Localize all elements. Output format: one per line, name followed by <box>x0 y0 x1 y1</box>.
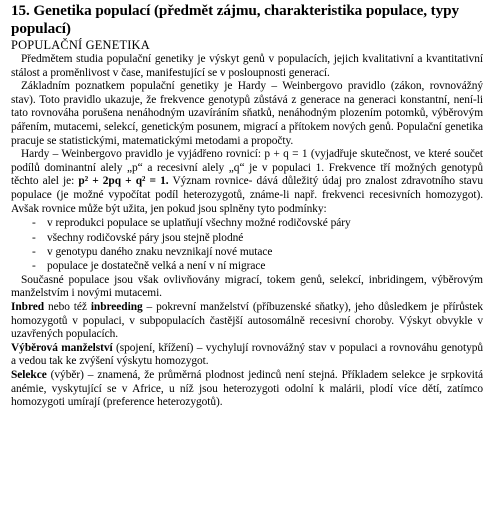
equation-text-b: Význam rovnice- dává důležitý údaj pro znalost zdravotního stavu populace (je možné vypočítat podíl heterozygotů, známe-li např. frekvenci recesivních homozygot). Avšak rovnice může být užita, jen pokud jsou splněny tyto podmínky: <box>11 175 483 215</box>
list-item: - populace je dostatečně velká a není v ní migrace <box>32 260 266 273</box>
list-item: - v reprodukci populace se uplatňují všechny možné rodičovské páry <box>32 217 351 230</box>
term-inbreeding: inbreeding <box>90 300 143 313</box>
term-selective-marriage: Výběrová manželství <box>11 341 113 354</box>
paragraph-inbred: Inbred nebo též inbreeding – pokrevní manželství (příbuzenské sňatky), jeho důsledkem je přírůstek homozygotů v populaci, v subpopulacích častější autosomálně recesivní choroby. Výskyt obvykle v uzavřených populacích. <box>11 300 483 341</box>
list-bullet: - <box>32 217 36 230</box>
equation-text-a: Hardy – Weinbergovo pravidlo je vyjádřeno rovnicí: p + q = 1 (vyjadřuje skutečnost, ve které součet podílů dominantní alely „p“ a recesivní alely „q“ je v populaci 1. Frekvence tří možných genotypů těchto alel je: <box>11 148 483 188</box>
paragraph-intro: Předmětem studia populační genetiky je výskyt genů v populacích, jejich kvalitativní a kvantitativní stálost a proměnlivost v čase, manifestující se v posloupnosti generací. <box>11 53 483 79</box>
list-bullet: - <box>32 260 36 273</box>
equation-formula: p² + 2pq + q² = 1. <box>78 175 169 188</box>
paragraph-selective-marriage: Výběrová manželství (spojení, křížení) – vychylují rovnovážný stav v populaci a rovnováhu genotypů a vedou tak ke zvýšení výskytu homozygot. <box>11 341 483 368</box>
paragraph-hardy-weinberg: Základním poznatkem populační genetiky je Hardy – Weinbergovo pravidlo (zákon, rovnovážný stav). Toto pravidlo ukazuje, že frekvence genotypů zůstává z generace na generaci konstantní, není-li tato rovnováha porušena nenáhodným uzavíráním sňatků, nenáhodným plozením potomků, výběrovým pářením, mutacemi, selekcí, genetickým posunem, migrací a přítokem nových genů. Populační genetika pracuje se statistickými, matematickými metodami a propočty. <box>11 80 483 147</box>
term-inbred: Inbred <box>11 300 45 313</box>
list-item: - všechny rodičovské páry jsou stejně plodné <box>32 231 244 244</box>
document-body <box>11 53 483 410</box>
section-heading: POPULAČNÍ GENETIKA <box>11 38 150 52</box>
paragraph-selection: Selekce (výběr) – znamená, že průměrná plodnost jedinců není stejná. Příkladem selekce je srpkovitá anémie, vyskytující se v Africe, u níž jsou heterozygoti odolní k malárii, plodí více dětí, zatímco homozygoti umírají (preference heterozygotů). <box>11 368 483 409</box>
title-line-1: 15. Genetika populací (předmět zájmu, charakteristika populace, typy <box>11 2 459 19</box>
term-selection: Selekce <box>11 368 47 381</box>
list-bullet: - <box>32 245 36 258</box>
paragraph-equation <box>11 148 483 216</box>
title-line-2: populací) <box>11 20 71 37</box>
page-title <box>11 2 483 38</box>
paragraph-influences: Současné populace jsou však ovlivňovány migrací, tokem genů, selekcí, inbridingem, výběrovým manželstvím i novými mutacemi. <box>11 273 483 300</box>
list-item: - v genotypu daného znaku nevznikají nové mutace <box>32 245 273 258</box>
conditions-list <box>11 216 483 274</box>
list-bullet: - <box>32 231 36 244</box>
